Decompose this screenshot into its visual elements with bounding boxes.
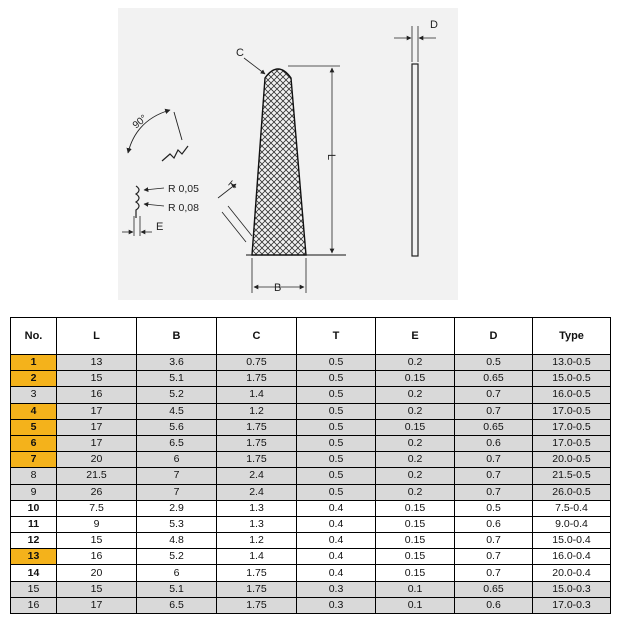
row-number-cell: 9 bbox=[11, 484, 57, 500]
label-angle: 90° bbox=[130, 113, 150, 132]
table-cell: 0.7 bbox=[455, 452, 533, 468]
row-number-cell: 12 bbox=[11, 533, 57, 549]
table-cell: 0.65 bbox=[455, 419, 533, 435]
column-header: B bbox=[137, 318, 217, 355]
label-t: T bbox=[226, 179, 241, 192]
table-cell: 1.2 bbox=[217, 533, 297, 549]
table-cell: 26.0-0.5 bbox=[533, 484, 611, 500]
table-cell: 0.65 bbox=[455, 581, 533, 597]
column-header: C bbox=[217, 318, 297, 355]
table-cell: 5.2 bbox=[137, 549, 217, 565]
table-cell: 20 bbox=[57, 452, 137, 468]
table-body bbox=[11, 355, 611, 614]
table-cell: 0.15 bbox=[376, 549, 455, 565]
table-cell: 0.5 bbox=[297, 387, 376, 403]
label-l: L bbox=[325, 154, 337, 161]
table-header-row bbox=[11, 318, 611, 355]
table-cell: 1.75 bbox=[217, 435, 297, 451]
table-cell: 0.15 bbox=[376, 419, 455, 435]
table-cell: 0.2 bbox=[376, 435, 455, 451]
table-cell: 1.4 bbox=[217, 387, 297, 403]
column-header: T bbox=[297, 318, 376, 355]
table-cell: 4.8 bbox=[137, 533, 217, 549]
column-header: No. bbox=[11, 318, 57, 355]
table-cell: 0.2 bbox=[376, 387, 455, 403]
table-cell: 1.75 bbox=[217, 565, 297, 581]
table-cell: 0.2 bbox=[376, 355, 455, 371]
table-cell: 0.65 bbox=[455, 371, 533, 387]
row-number-cell: 14 bbox=[11, 565, 57, 581]
table-cell: 0.2 bbox=[376, 403, 455, 419]
table-cell: 6 bbox=[137, 565, 217, 581]
table-cell: 5.3 bbox=[137, 516, 217, 532]
row-number-cell: 6 bbox=[11, 435, 57, 451]
table-cell: 0.5 bbox=[297, 371, 376, 387]
table-row bbox=[11, 516, 611, 532]
row-number-cell: 5 bbox=[11, 419, 57, 435]
column-header: D bbox=[455, 318, 533, 355]
table-cell: 0.5 bbox=[297, 484, 376, 500]
table-row bbox=[11, 387, 611, 403]
table-cell: 0.5 bbox=[297, 355, 376, 371]
table-cell: 20.0-0.4 bbox=[533, 565, 611, 581]
table-cell: 17 bbox=[57, 403, 137, 419]
label-r1: R 0,05 bbox=[168, 183, 199, 195]
row-number-cell: 3 bbox=[11, 387, 57, 403]
table-cell: 0.5 bbox=[297, 435, 376, 451]
table-cell: 1.3 bbox=[217, 500, 297, 516]
table-cell: 2.9 bbox=[137, 500, 217, 516]
table-row bbox=[11, 419, 611, 435]
table-cell: 17.0-0.5 bbox=[533, 435, 611, 451]
table-row bbox=[11, 403, 611, 419]
table-cell: 0.3 bbox=[297, 597, 376, 613]
table-cell: 13.0-0.5 bbox=[533, 355, 611, 371]
table-cell: 0.7 bbox=[455, 533, 533, 549]
table-cell: 0.1 bbox=[376, 581, 455, 597]
table-cell: 0.1 bbox=[376, 597, 455, 613]
table-cell: 0.6 bbox=[455, 516, 533, 532]
table-cell: 0.4 bbox=[297, 500, 376, 516]
table-cell: 0.6 bbox=[455, 597, 533, 613]
column-header: E bbox=[376, 318, 455, 355]
technical-drawing bbox=[118, 8, 458, 300]
table-cell: 0.4 bbox=[297, 565, 376, 581]
table-cell: 16 bbox=[57, 387, 137, 403]
table-cell: 7.5 bbox=[57, 500, 137, 516]
row-number-cell: 11 bbox=[11, 516, 57, 532]
row-number-cell: 4 bbox=[11, 403, 57, 419]
table-cell: 7 bbox=[137, 484, 217, 500]
table-cell: 0.15 bbox=[376, 516, 455, 532]
table-cell: 0.4 bbox=[297, 516, 376, 532]
table-cell: 0.5 bbox=[297, 452, 376, 468]
row-number-cell: 10 bbox=[11, 500, 57, 516]
table-cell: 5.1 bbox=[137, 581, 217, 597]
table-cell: 15 bbox=[57, 533, 137, 549]
table-cell: 0.4 bbox=[297, 533, 376, 549]
column-header: Type bbox=[533, 318, 611, 355]
table-cell: 17.0-0.5 bbox=[533, 403, 611, 419]
table-cell: 7 bbox=[137, 468, 217, 484]
table-row bbox=[11, 355, 611, 371]
table-cell: 0.2 bbox=[376, 452, 455, 468]
table-cell: 13 bbox=[57, 355, 137, 371]
table-cell: 17.0-0.5 bbox=[533, 419, 611, 435]
column-header: L bbox=[57, 318, 137, 355]
table-cell: 1.75 bbox=[217, 452, 297, 468]
table-cell: 3.6 bbox=[137, 355, 217, 371]
table-cell: 0.7 bbox=[455, 549, 533, 565]
table-cell: 0.75 bbox=[217, 355, 297, 371]
row-number-cell: 7 bbox=[11, 452, 57, 468]
table-cell: 0.4 bbox=[297, 549, 376, 565]
table-cell: 9 bbox=[57, 516, 137, 532]
table-cell: 0.2 bbox=[376, 484, 455, 500]
table-cell: 20.0-0.5 bbox=[533, 452, 611, 468]
row-number-cell: 15 bbox=[11, 581, 57, 597]
table-row bbox=[11, 468, 611, 484]
table-cell: 1.75 bbox=[217, 581, 297, 597]
table-cell: 0.15 bbox=[376, 533, 455, 549]
table-cell: 5.1 bbox=[137, 371, 217, 387]
table-row bbox=[11, 581, 611, 597]
table-cell: 0.5 bbox=[297, 403, 376, 419]
table-cell: 1.3 bbox=[217, 516, 297, 532]
table-cell: 20 bbox=[57, 565, 137, 581]
table-cell: 17.0-0.3 bbox=[533, 597, 611, 613]
table-cell: 1.75 bbox=[217, 597, 297, 613]
table-cell: 0.5 bbox=[297, 468, 376, 484]
table-cell: 0.5 bbox=[297, 419, 376, 435]
row-number-cell: 13 bbox=[11, 549, 57, 565]
table-row bbox=[11, 597, 611, 613]
table-cell: 17 bbox=[57, 419, 137, 435]
table-cell: 0.7 bbox=[455, 403, 533, 419]
table-cell: 0.7 bbox=[455, 387, 533, 403]
table-cell: 16 bbox=[57, 549, 137, 565]
label-e: E bbox=[156, 221, 164, 233]
row-number-cell: 1 bbox=[11, 355, 57, 371]
label-b: B bbox=[274, 282, 282, 294]
table-cell: 4.5 bbox=[137, 403, 217, 419]
side-view-shape bbox=[412, 64, 418, 256]
table-cell: 0.15 bbox=[376, 371, 455, 387]
table-cell: 0.15 bbox=[376, 565, 455, 581]
table-cell: 1.4 bbox=[217, 549, 297, 565]
table-row bbox=[11, 533, 611, 549]
table-row bbox=[11, 565, 611, 581]
table-cell: 15.0-0.4 bbox=[533, 533, 611, 549]
table-cell: 15.0-0.5 bbox=[533, 371, 611, 387]
table-cell: 0.5 bbox=[455, 500, 533, 516]
table-cell: 0.2 bbox=[376, 468, 455, 484]
table-cell: 7.5-0.4 bbox=[533, 500, 611, 516]
table-row bbox=[11, 435, 611, 451]
table-cell: 1.2 bbox=[217, 403, 297, 419]
table-cell: 9.0-0.4 bbox=[533, 516, 611, 532]
specification-table bbox=[10, 317, 611, 614]
table-cell: 6.5 bbox=[137, 435, 217, 451]
table-cell: 2.4 bbox=[217, 468, 297, 484]
label-d: D bbox=[430, 19, 438, 31]
table-cell: 17 bbox=[57, 435, 137, 451]
table-cell: 15 bbox=[57, 371, 137, 387]
table-cell: 21.5 bbox=[57, 468, 137, 484]
label-r2: R 0,08 bbox=[168, 202, 199, 214]
table-cell: 0.7 bbox=[455, 468, 533, 484]
row-number-cell: 2 bbox=[11, 371, 57, 387]
table-cell: 1.75 bbox=[217, 371, 297, 387]
table-cell: 5.2 bbox=[137, 387, 217, 403]
table-cell: 0.5 bbox=[455, 355, 533, 371]
table-cell: 0.7 bbox=[455, 484, 533, 500]
table-row bbox=[11, 549, 611, 565]
table-cell: 6.5 bbox=[137, 597, 217, 613]
table-cell: 26 bbox=[57, 484, 137, 500]
table-row bbox=[11, 484, 611, 500]
table-cell: 17 bbox=[57, 597, 137, 613]
row-number-cell: 8 bbox=[11, 468, 57, 484]
table-cell: 15 bbox=[57, 581, 137, 597]
table-cell: 0.6 bbox=[455, 435, 533, 451]
table-cell: 16.0-0.5 bbox=[533, 387, 611, 403]
table-cell: 6 bbox=[137, 452, 217, 468]
table-cell: 0.15 bbox=[376, 500, 455, 516]
table-cell: 1.75 bbox=[217, 419, 297, 435]
table-cell: 15.0-0.3 bbox=[533, 581, 611, 597]
label-c: C bbox=[236, 47, 244, 59]
table-cell: 16.0-0.4 bbox=[533, 549, 611, 565]
table-cell: 2.4 bbox=[217, 484, 297, 500]
table-cell: 5.6 bbox=[137, 419, 217, 435]
table-cell: 21.5-0.5 bbox=[533, 468, 611, 484]
table-row bbox=[11, 500, 611, 516]
table-cell: 0.7 bbox=[455, 565, 533, 581]
table-row bbox=[11, 371, 611, 387]
row-number-cell: 16 bbox=[11, 597, 57, 613]
table-cell: 0.3 bbox=[297, 581, 376, 597]
table-row bbox=[11, 452, 611, 468]
